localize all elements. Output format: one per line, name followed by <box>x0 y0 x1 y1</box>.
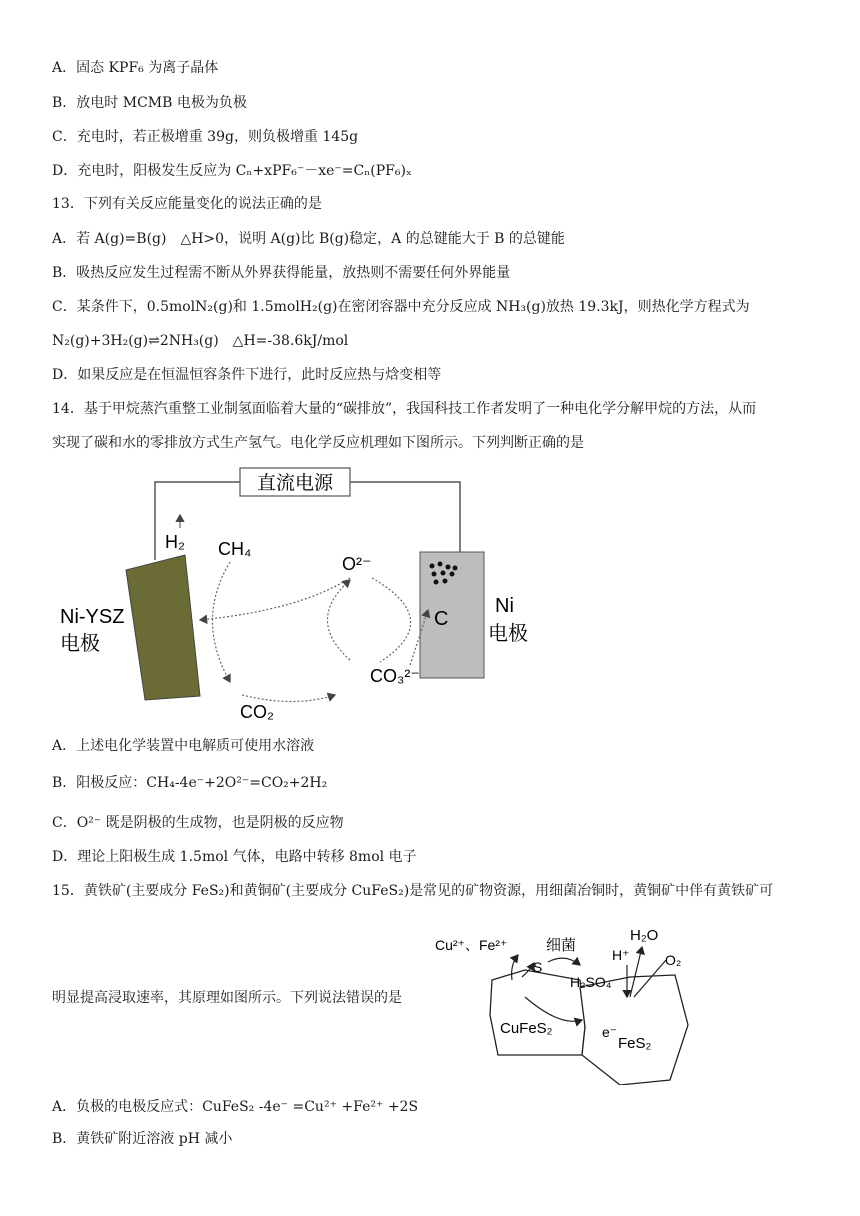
q12-option-a: A．固态 KPF₆ 为离子晶体 <box>52 60 219 76</box>
q12-option-b: B．放电时 MCMB 电极为负极 <box>52 95 247 111</box>
ni-electrode <box>420 552 484 678</box>
bacteria-label: 细菌 <box>546 937 577 954</box>
cycle-arc-right <box>372 578 411 662</box>
h2so4-label: H₂SO₄ <box>570 974 612 990</box>
q14-option-b: B．阳极反应：CH₄-4e⁻+2O²⁻=CO₂+2H₂ <box>52 775 328 791</box>
o2minus-label: O²⁻ <box>342 554 372 574</box>
q15-option-b: B．黄铁矿附近溶液 pH 减小 <box>52 1131 233 1147</box>
co3-to-o2minus-arrow <box>328 580 351 660</box>
sulfur-to-acid-arrow <box>548 958 580 965</box>
fes2-particle <box>580 975 688 1085</box>
sulfur-label: S <box>533 959 543 975</box>
right-electrode-label-1: Ni <box>495 595 514 617</box>
q15-stem-line1: 15．黄铁矿(主要成分 FeS₂)和黄铜矿(主要成分 CuFeS₂)是常见的矿物资源，用细菌冶铜时，黄铜矿中伴有黄铁矿可 <box>52 883 774 899</box>
q13-option-b: B．吸热反应发生过程需不断从外界获得能量，放热则不需要任何外界能量 <box>52 265 511 281</box>
left-electrode-label-1: Ni-YSZ <box>60 606 125 628</box>
right-electrode-label-2: 电极 <box>488 623 528 645</box>
co3-label: CO₃²⁻ <box>370 666 420 686</box>
cufes2-label: CuFeS₂ <box>500 1020 553 1037</box>
q13-option-a: A．若 A(g)=B(g) △H>0，说明 A(g)比 B(g)稳定，A 的总键能大于 B 的总键能 <box>52 231 565 247</box>
q15-option-a: A．负极的电极反应式：CuFeS₂ -4e⁻ =Cu²⁺ +Fe²⁺ +2S <box>52 1099 419 1115</box>
q13-option-c-line1: C．某条件下，0.5molN₂(g)和 1.5molH₂(g)在密闭容器中充分反应成 NH₃(g)放热 19.3kJ，则热化学方程式为 <box>52 299 750 315</box>
h2o-label: H₂O <box>630 927 659 944</box>
q12-option-d: D．充电时，阳极发生反应为 Cₙ+xPF₆⁻－xe⁻=Cₙ(PF₆)ₓ <box>52 163 412 179</box>
power-source-label: 直流电源 <box>256 473 334 494</box>
ni-ysz-electrode <box>126 555 200 700</box>
carbon-label: C <box>434 608 449 630</box>
co2-to-co3-arrow <box>242 695 335 702</box>
co2-label: CO₂ <box>240 702 274 722</box>
hplus-label: H⁺ <box>612 947 630 963</box>
q14-option-c: C．O²⁻ 既是阴极的生成物，也是阴极的反应物 <box>52 815 344 831</box>
q13-stem: 13．下列有关反应能量变化的说法正确的是 <box>52 196 322 212</box>
ch4-label: CH₄ <box>218 539 252 559</box>
ions-label: Cu²⁺、Fe²⁺ <box>435 937 508 953</box>
electrochem-diagram <box>50 460 570 730</box>
q15-stem-line2: 明显提高浸取速率，其原理如图所示。下列说法错误的是 <box>52 990 402 1006</box>
fes2-label: FeS₂ <box>618 1035 652 1052</box>
h2-label: H₂ <box>165 532 185 552</box>
q13-option-c-line2: N₂(g)+3H₂(g)⇌2NH₃(g) △H=-38.6kJ/mol <box>52 333 349 349</box>
q14-stem-line1: 14．基于甲烷蒸汽重整工业制氢面临着大量的“碳排放”，我国科技工作者发明了一种电化学分解甲烷的方法，从而 <box>52 401 757 417</box>
left-electrode-label-2: 电极 <box>60 633 100 655</box>
electron-label: e⁻ <box>602 1024 618 1040</box>
q14-stem-line2: 实现了碳和水的零排放方式生产氢气。电化学反应机理如下图所示。下列判断正确的是 <box>52 435 584 451</box>
q14-option-d: D．理论上阳极生成 1.5mol 气体，电路中转移 8mol 电子 <box>52 849 417 865</box>
ch4-to-co2-arrow <box>213 562 231 682</box>
q13-option-d: D．如果反应是在恒温恒容条件下进行，此时反应热与焓变相等 <box>52 367 442 383</box>
o2-label: O₂ <box>665 952 682 968</box>
mineral-leaching-diagram <box>430 915 700 1085</box>
q14-option-a: A．上述电化学装置中电解质可使用水溶液 <box>52 738 315 754</box>
q12-option-c: C．充电时，若正极增重 39g，则负极增重 145g <box>52 129 359 145</box>
